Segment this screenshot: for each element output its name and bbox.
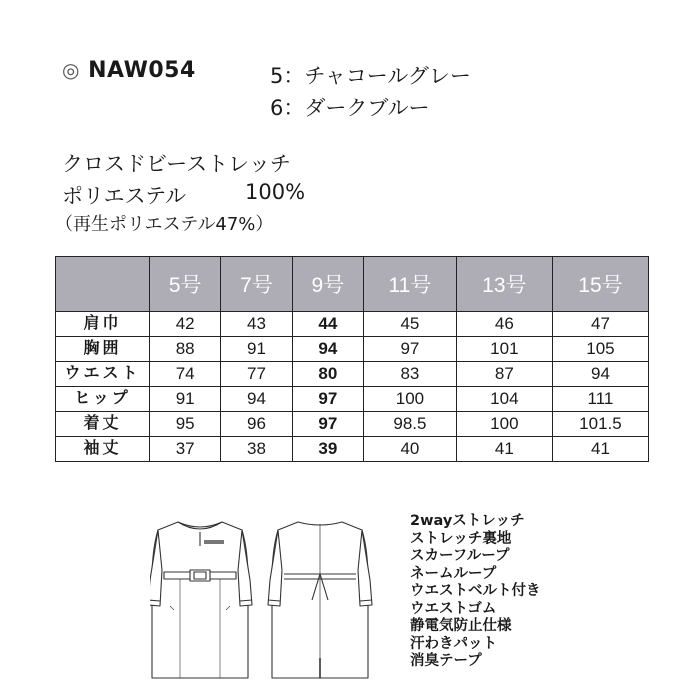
table-cell: 45	[364, 312, 457, 337]
double-circle-icon: ◎	[62, 58, 80, 82]
feature-list	[410, 513, 541, 671]
table-cell: 95	[150, 412, 221, 437]
row-label: 着丈	[56, 412, 150, 437]
table-cell: 94	[552, 362, 648, 387]
table-row	[56, 437, 649, 462]
header-corner	[56, 257, 150, 312]
table-cell: 94	[292, 337, 363, 362]
table-cell: 98.5	[364, 412, 457, 437]
feature-item: 消臭テープ	[410, 653, 482, 669]
product-code	[62, 58, 196, 83]
fiber-name: ポリエステル	[62, 184, 187, 208]
feature-item: ストレッチ裏地	[410, 530, 512, 547]
table-row	[56, 412, 649, 437]
table-cell: 101.5	[552, 412, 648, 437]
feature-item: 静電気防止仕様	[410, 618, 512, 634]
table-cell: 41	[456, 437, 552, 462]
size-header: 5号	[150, 257, 221, 312]
product-code-text: NAW054	[88, 58, 196, 83]
size-header: 11号	[364, 257, 457, 312]
table-row	[56, 362, 649, 387]
table-cell: 47	[552, 312, 648, 337]
table-cell: 83	[364, 362, 457, 387]
row-label: ヒップ	[56, 387, 150, 412]
table-cell: 111	[552, 387, 648, 412]
table-cell: 77	[221, 362, 292, 387]
dress-front-view	[150, 522, 252, 678]
table-cell: 97	[364, 337, 457, 362]
table-cell: 39	[292, 437, 363, 462]
table-cell: 40	[364, 437, 457, 462]
table-cell: 96	[221, 412, 292, 437]
table-cell: 100	[364, 387, 457, 412]
table-cell: 88	[150, 337, 221, 362]
table-row	[56, 312, 649, 337]
garment-illustration	[150, 510, 390, 690]
table-cell: 38	[221, 437, 292, 462]
size-header: 15号	[552, 257, 648, 312]
table-cell: 42	[150, 312, 221, 337]
size-header: 13号	[456, 257, 552, 312]
table-cell: 37	[150, 437, 221, 462]
table-cell: 74	[150, 362, 221, 387]
feature-item: スカーフループ	[410, 548, 510, 564]
table-cell: 94	[221, 387, 292, 412]
fabric-name: クロスドビーストレッチ	[62, 152, 291, 176]
fiber-percent: 100%	[245, 180, 306, 204]
feature-item: ウエストゴム	[410, 600, 497, 617]
table-cell: 87	[456, 362, 552, 387]
table-row	[56, 387, 649, 412]
color-option-1: 5：チャコールグレー	[270, 64, 471, 88]
feature-item: ネームループ	[410, 565, 497, 582]
table-cell: 101	[456, 337, 552, 362]
table-cell: 91	[150, 387, 221, 412]
size-header: 9号	[292, 257, 363, 312]
feature-item: 2wayストレッチ	[410, 513, 525, 529]
table-row	[56, 337, 649, 362]
table-cell: 41	[552, 437, 648, 462]
row-label: 袖丈	[56, 437, 150, 462]
dress-back-view	[268, 522, 372, 678]
table-cell: 104	[456, 387, 552, 412]
table-cell: 46	[456, 312, 552, 337]
table-cell: 43	[221, 312, 292, 337]
table-cell: 97	[292, 387, 363, 412]
row-label: 肩巾	[56, 312, 150, 337]
table-cell: 105	[552, 337, 648, 362]
table-cell: 44	[292, 312, 363, 337]
row-label: ウエスト	[56, 362, 150, 387]
feature-item: 汗わきパット	[410, 635, 497, 652]
size-table-header	[56, 257, 649, 312]
row-label: 胸囲	[56, 337, 150, 362]
table-cell: 91	[221, 337, 292, 362]
recycled-note: （再生ポリエステル47%）	[55, 214, 274, 235]
table-cell: 97	[292, 412, 363, 437]
color-option-2: 6：ダークブルー	[270, 96, 430, 120]
feature-item: ウエストベルト付き	[410, 583, 541, 599]
size-table	[55, 256, 649, 462]
size-header: 7号	[221, 257, 292, 312]
table-cell: 100	[456, 412, 552, 437]
table-cell: 80	[292, 362, 363, 387]
